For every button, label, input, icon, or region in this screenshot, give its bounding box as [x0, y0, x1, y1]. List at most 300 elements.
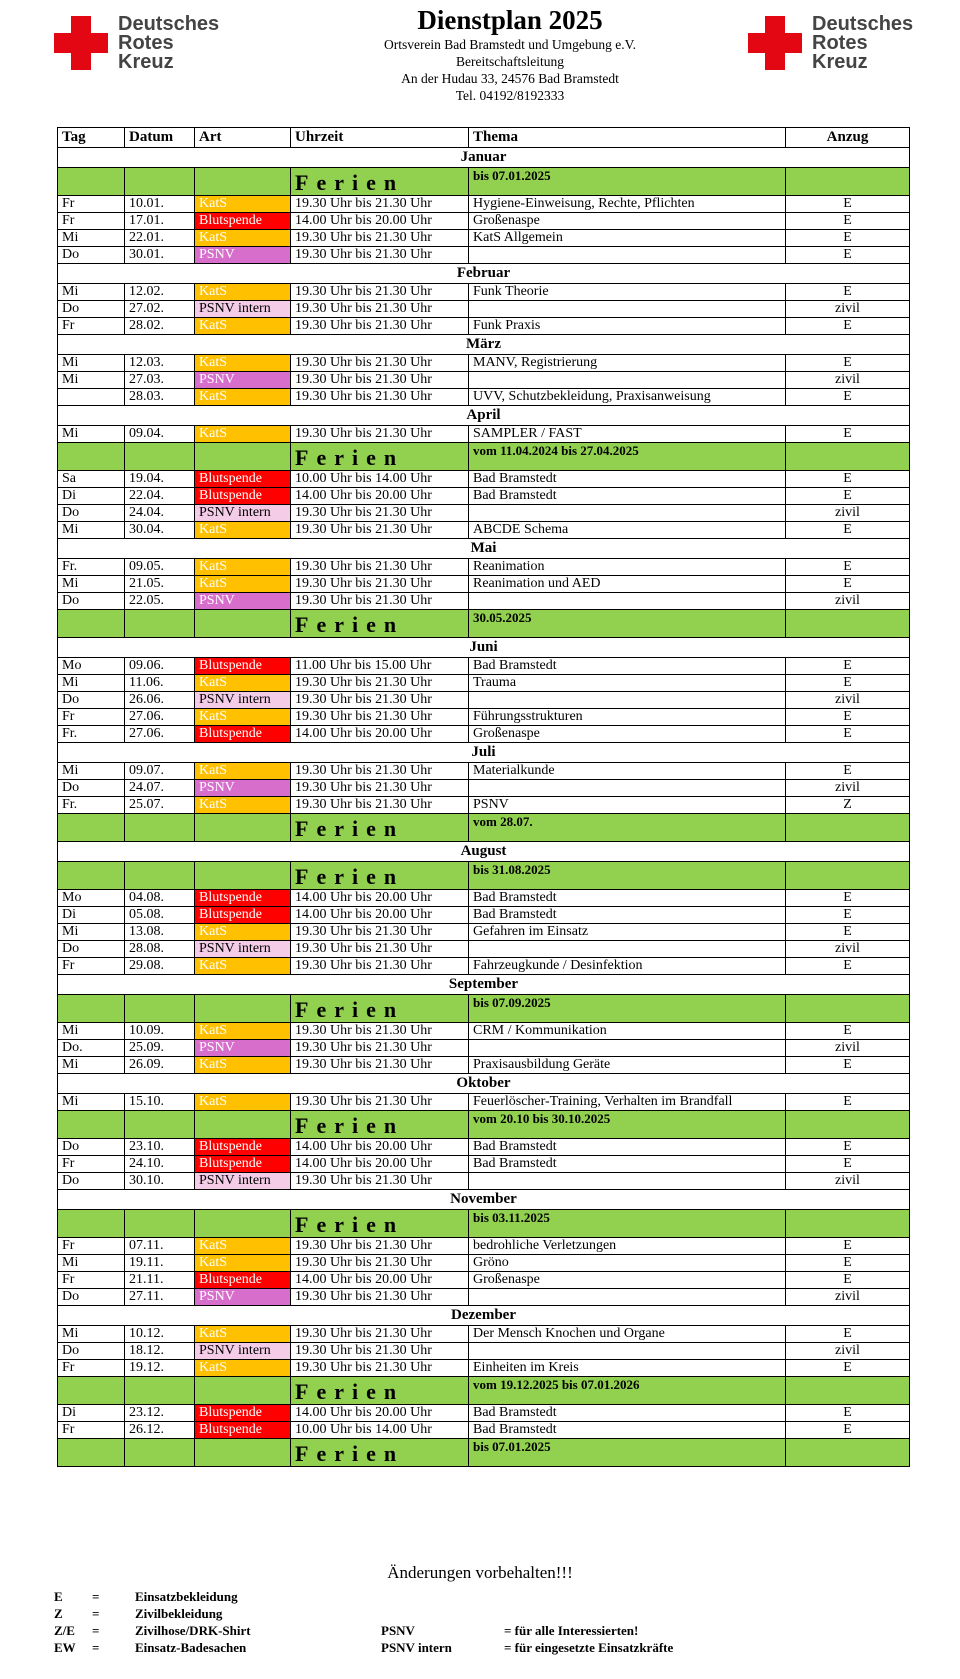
cell-art: KatS: [195, 924, 291, 941]
cell-datum: 10.12.: [125, 1326, 195, 1343]
cell-tag: Mi: [58, 576, 125, 593]
schedule-table: [57, 127, 910, 1467]
cell-art: KatS: [195, 1094, 291, 1111]
legend-row: [54, 1622, 834, 1639]
legend-code: EW: [54, 1640, 76, 1655]
cell-thema: Der Mensch Knochen und Organe: [469, 1326, 786, 1343]
table-row: [58, 284, 910, 301]
cell-tag: Mi: [58, 924, 125, 941]
cell-uhrzeit: 19.30 Uhr bis 21.30 Uhr: [291, 692, 469, 709]
cell-thema: Bad Bramstedt: [469, 488, 786, 505]
column-header-tag: Tag: [58, 128, 125, 148]
month-row: [58, 406, 910, 426]
cell-tag: Mi: [58, 230, 125, 247]
cell-art: Blutspende: [195, 890, 291, 907]
cell-art: Blutspende: [195, 1422, 291, 1439]
holiday-row: [58, 1439, 910, 1467]
cell-tag: Fr: [58, 1422, 125, 1439]
column-header-uhrzeit: Uhrzeit: [291, 128, 469, 148]
cell-thema: [469, 247, 786, 264]
red-cross-icon: [748, 16, 802, 70]
cell-uhrzeit: 19.30 Uhr bis 21.30 Uhr: [291, 372, 469, 389]
table-row: [58, 593, 910, 610]
holiday-row: [58, 1377, 910, 1405]
cell-uhrzeit: 19.30 Uhr bis 21.30 Uhr: [291, 1238, 469, 1255]
holiday-row: [58, 862, 910, 890]
cell-art: KatS: [195, 426, 291, 443]
cell-empty: [125, 443, 195, 471]
cell-empty: [195, 168, 291, 196]
month-row: [58, 842, 910, 862]
holiday-period: bis 07.09.2025: [469, 995, 786, 1023]
cell-tag: Do: [58, 941, 125, 958]
cell-thema: [469, 1173, 786, 1190]
month-row: [58, 743, 910, 763]
holiday-period: 30.05.2025: [469, 610, 786, 638]
month-row: [58, 1074, 910, 1094]
cell-art: Blutspende: [195, 726, 291, 743]
table-row: [58, 1272, 910, 1289]
cell-thema: [469, 1343, 786, 1360]
table-row: [58, 372, 910, 389]
cell-tag: Fr: [58, 1238, 125, 1255]
legend-row: [54, 1639, 834, 1656]
table-row: [58, 1094, 910, 1111]
cell-tag: Fr: [58, 1272, 125, 1289]
cell-datum: 09.06.: [125, 658, 195, 675]
cell-uhrzeit: 19.30 Uhr bis 21.30 Uhr: [291, 301, 469, 318]
cell-art: KatS: [195, 675, 291, 692]
holiday-row: [58, 1210, 910, 1238]
cell-tag: Di: [58, 907, 125, 924]
table-row: [58, 1326, 910, 1343]
cell-datum: 18.12.: [125, 1343, 195, 1360]
cell-tag: Fr: [58, 1156, 125, 1173]
cell-anzug: zivil: [786, 692, 910, 709]
cell-empty: [195, 1439, 291, 1467]
cell-empty: [58, 1111, 125, 1139]
cell-anzug: E: [786, 1156, 910, 1173]
table-row: [58, 1360, 910, 1377]
cell-datum: 27.06.: [125, 726, 195, 743]
cell-art: Blutspende: [195, 488, 291, 505]
cell-datum: 22.04.: [125, 488, 195, 505]
cell-art: PSNV: [195, 593, 291, 610]
cell-art: Blutspende: [195, 1272, 291, 1289]
cell-datum: 10.01.: [125, 196, 195, 213]
cell-tag: Mi: [58, 284, 125, 301]
cell-art: KatS: [195, 958, 291, 975]
cell-empty: [58, 1210, 125, 1238]
holiday-period: vom 19.12.2025 bis 07.01.2026: [469, 1377, 786, 1405]
cell-uhrzeit: 19.30 Uhr bis 21.30 Uhr: [291, 559, 469, 576]
holiday-period: vom 11.04.2024 bis 27.04.2025: [469, 443, 786, 471]
month-row: [58, 335, 910, 355]
logo-wordmark: Deutsches Rotes Kreuz: [812, 13, 914, 73]
table-row: [58, 230, 910, 247]
cell-anzug: E: [786, 576, 910, 593]
cell-anzug: zivil: [786, 780, 910, 797]
legend-code: E: [54, 1589, 63, 1604]
table-row: [58, 1173, 910, 1190]
cell-uhrzeit: 19.30 Uhr bis 21.30 Uhr: [291, 958, 469, 975]
cell-anzug: E: [786, 726, 910, 743]
holiday-period: vom 28.07.: [469, 814, 786, 842]
cell-thema: Einheiten im Kreis: [469, 1360, 786, 1377]
cell-uhrzeit: 14.00 Uhr bis 20.00 Uhr: [291, 1139, 469, 1156]
cell-empty: [195, 1111, 291, 1139]
cell-tag: Do: [58, 1173, 125, 1190]
table-row: [58, 1156, 910, 1173]
holiday-row: [58, 1111, 910, 1139]
cell-anzug: zivil: [786, 505, 910, 522]
cell-tag: Mi: [58, 355, 125, 372]
month-row: [58, 1306, 910, 1326]
cell-uhrzeit: 19.30 Uhr bis 21.30 Uhr: [291, 355, 469, 372]
cell-anzug: E: [786, 1023, 910, 1040]
cell-tag: Do: [58, 1139, 125, 1156]
cell-thema: UVV, Schutzbekleidung, Praxisanweisung: [469, 389, 786, 406]
cell-datum: 12.02.: [125, 284, 195, 301]
cell-tag: Mi: [58, 1094, 125, 1111]
cell-uhrzeit: 11.00 Uhr bis 15.00 Uhr: [291, 658, 469, 675]
cell-uhrzeit: 19.30 Uhr bis 21.30 Uhr: [291, 780, 469, 797]
table-row: [58, 488, 910, 505]
cell-tag: Fr: [58, 958, 125, 975]
holiday-row: [58, 995, 910, 1023]
table-row: [58, 709, 910, 726]
holiday-row: [58, 168, 910, 196]
cell-anzug: E: [786, 389, 910, 406]
cell-tag: Do: [58, 593, 125, 610]
cell-thema: Bad Bramstedt: [469, 907, 786, 924]
cell-art: KatS: [195, 1023, 291, 1040]
cell-art: KatS: [195, 1255, 291, 1272]
cell-uhrzeit: 19.30 Uhr bis 21.30 Uhr: [291, 1289, 469, 1306]
cell-anzug: zivil: [786, 372, 910, 389]
cell-thema: [469, 1289, 786, 1306]
cell-uhrzeit: 10.00 Uhr bis 14.00 Uhr: [291, 1422, 469, 1439]
cell-thema: Materialkunde: [469, 763, 786, 780]
table-row: [58, 924, 910, 941]
cell-uhrzeit: 19.30 Uhr bis 21.30 Uhr: [291, 1360, 469, 1377]
changes-reserved-note: Änderungen vorbehalten!!!: [387, 1563, 573, 1582]
cell-empty: [195, 1377, 291, 1405]
cell-art: PSNV intern: [195, 1173, 291, 1190]
table-row: [58, 780, 910, 797]
cell-thema: PSNV: [469, 797, 786, 814]
org-address: An der Hudau 33, 24576 Bad Bramstedt: [401, 71, 619, 86]
cell-datum: 04.08.: [125, 890, 195, 907]
cell-datum: 13.08.: [125, 924, 195, 941]
cell-datum: 11.06.: [125, 675, 195, 692]
cell-datum: 23.12.: [125, 1405, 195, 1422]
cell-empty: [125, 1111, 195, 1139]
cell-tag: Fr.: [58, 559, 125, 576]
org-name: Ortsverein Bad Bramstedt und Umgebung e.V.: [383, 37, 637, 52]
holiday-label: Ferien: [291, 1210, 469, 1238]
cell-empty: [786, 1111, 910, 1139]
drk-logo-right: [748, 13, 938, 86]
cell-datum: 24.07.: [125, 780, 195, 797]
cell-thema: Großenaspe: [469, 1272, 786, 1289]
cell-uhrzeit: 19.30 Uhr bis 21.30 Uhr: [291, 1343, 469, 1360]
cell-anzug: E: [786, 488, 910, 505]
cell-empty: [195, 443, 291, 471]
cell-uhrzeit: 14.00 Uhr bis 20.00 Uhr: [291, 488, 469, 505]
table-row: [58, 1023, 910, 1040]
cell-thema: [469, 301, 786, 318]
cell-tag: Mi: [58, 1057, 125, 1074]
cell-uhrzeit: 14.00 Uhr bis 20.00 Uhr: [291, 726, 469, 743]
cell-uhrzeit: 14.00 Uhr bis 20.00 Uhr: [291, 890, 469, 907]
table-row: [58, 355, 910, 372]
holiday-period: bis 03.11.2025: [469, 1210, 786, 1238]
cell-anzug: E: [786, 1139, 910, 1156]
holiday-row: [58, 610, 910, 638]
cell-anzug: E: [786, 1057, 910, 1074]
cell-uhrzeit: 19.30 Uhr bis 21.30 Uhr: [291, 522, 469, 539]
cell-anzug: E: [786, 1255, 910, 1272]
cell-datum: 26.12.: [125, 1422, 195, 1439]
cell-art: Blutspende: [195, 471, 291, 488]
cell-uhrzeit: 19.30 Uhr bis 21.30 Uhr: [291, 389, 469, 406]
cell-datum: 30.04.: [125, 522, 195, 539]
legend-equals: =: [92, 1589, 100, 1604]
cell-tag: Sa: [58, 471, 125, 488]
cell-thema: Bad Bramstedt: [469, 890, 786, 907]
cell-art: PSNV intern: [195, 505, 291, 522]
cell-art: Blutspende: [195, 658, 291, 675]
cell-anzug: E: [786, 522, 910, 539]
page-title: Dienstplan 2025: [417, 5, 603, 35]
legend-equals: =: [92, 1606, 100, 1621]
holiday-label: Ferien: [291, 443, 469, 471]
cell-art: Blutspende: [195, 907, 291, 924]
table-row: [58, 1255, 910, 1272]
cell-art: KatS: [195, 1326, 291, 1343]
cell-uhrzeit: 14.00 Uhr bis 20.00 Uhr: [291, 1156, 469, 1173]
cell-thema: [469, 780, 786, 797]
holiday-row: [58, 443, 910, 471]
cell-datum: 30.01.: [125, 247, 195, 264]
cell-anzug: E: [786, 1272, 910, 1289]
cell-thema: [469, 1040, 786, 1057]
table-row: [58, 471, 910, 488]
cell-datum: 10.09.: [125, 1023, 195, 1040]
cell-art: PSNV intern: [195, 941, 291, 958]
cell-art: PSNV intern: [195, 692, 291, 709]
table-row: [58, 675, 910, 692]
cell-thema: ABCDE Schema: [469, 522, 786, 539]
table-row: [58, 941, 910, 958]
cell-datum: 28.08.: [125, 941, 195, 958]
cell-art: Blutspende: [195, 213, 291, 230]
cell-anzug: E: [786, 426, 910, 443]
cell-uhrzeit: 19.30 Uhr bis 21.30 Uhr: [291, 675, 469, 692]
cell-anzug: zivil: [786, 1040, 910, 1057]
cell-uhrzeit: 19.30 Uhr bis 21.30 Uhr: [291, 593, 469, 610]
cell-uhrzeit: 19.30 Uhr bis 21.30 Uhr: [291, 924, 469, 941]
cell-datum: 19.11.: [125, 1255, 195, 1272]
cell-empty: [786, 443, 910, 471]
cell-datum: 21.05.: [125, 576, 195, 593]
cell-datum: 21.11.: [125, 1272, 195, 1289]
cell-thema: MANV, Registrierung: [469, 355, 786, 372]
cell-thema: Bad Bramstedt: [469, 1405, 786, 1422]
cell-tag: Do: [58, 692, 125, 709]
cell-uhrzeit: 19.30 Uhr bis 21.30 Uhr: [291, 763, 469, 780]
cell-empty: [125, 1439, 195, 1467]
cell-tag: Do: [58, 301, 125, 318]
cell-thema: Praxisausbildung Geräte: [469, 1057, 786, 1074]
cell-thema: Reanimation: [469, 559, 786, 576]
table-row: [58, 426, 910, 443]
cell-empty: [195, 862, 291, 890]
cell-art: PSNV: [195, 247, 291, 264]
month-heading: Oktober: [58, 1074, 910, 1094]
cell-uhrzeit: 19.30 Uhr bis 21.30 Uhr: [291, 1094, 469, 1111]
cell-anzug: E: [786, 213, 910, 230]
table-row: [58, 1422, 910, 1439]
cell-empty: [786, 1377, 910, 1405]
table-row: [58, 505, 910, 522]
cell-thema: Funk Praxis: [469, 318, 786, 335]
month-heading: Januar: [58, 148, 910, 168]
cell-thema: CRM / Kommunikation: [469, 1023, 786, 1040]
cell-empty: [786, 862, 910, 890]
cell-anzug: E: [786, 318, 910, 335]
cell-uhrzeit: 14.00 Uhr bis 20.00 Uhr: [291, 907, 469, 924]
cell-uhrzeit: 19.30 Uhr bis 21.30 Uhr: [291, 941, 469, 958]
cell-anzug: E: [786, 709, 910, 726]
cell-anzug: E: [786, 958, 910, 975]
cell-uhrzeit: 19.30 Uhr bis 21.30 Uhr: [291, 797, 469, 814]
cell-thema: Bad Bramstedt: [469, 471, 786, 488]
cell-uhrzeit: 19.30 Uhr bis 21.30 Uhr: [291, 230, 469, 247]
cell-thema: KatS Allgemein: [469, 230, 786, 247]
table-row: [58, 389, 910, 406]
cell-thema: Bad Bramstedt: [469, 1422, 786, 1439]
legend-desc: Zivilbekleidung: [135, 1606, 223, 1621]
cell-art: KatS: [195, 196, 291, 213]
cell-thema: Gefahren im Einsatz: [469, 924, 786, 941]
cell-art: PSNV intern: [195, 1343, 291, 1360]
table-row: [58, 559, 910, 576]
cell-anzug: zivil: [786, 301, 910, 318]
month-row: [58, 539, 910, 559]
cell-empty: [125, 1210, 195, 1238]
table-row: [58, 213, 910, 230]
cell-datum: 27.11.: [125, 1289, 195, 1306]
cell-datum: 27.03.: [125, 372, 195, 389]
month-heading: November: [58, 1190, 910, 1210]
cell-empty: [786, 168, 910, 196]
cell-thema: Bad Bramstedt: [469, 1139, 786, 1156]
cell-thema: Fahrzeugkunde / Desinfektion: [469, 958, 786, 975]
cell-art: PSNV: [195, 1040, 291, 1057]
cell-tag: Fr: [58, 318, 125, 335]
holiday-period: vom 20.10 bis 30.10.2025: [469, 1111, 786, 1139]
table-row: [58, 1343, 910, 1360]
cell-tag: Fr.: [58, 797, 125, 814]
cell-thema: [469, 941, 786, 958]
cell-datum: 24.10.: [125, 1156, 195, 1173]
table-row: [58, 958, 910, 975]
column-header-datum: Datum: [125, 128, 195, 148]
cell-tag: Mi: [58, 763, 125, 780]
cell-empty: [786, 814, 910, 842]
cell-thema: SAMPLER / FAST: [469, 426, 786, 443]
cell-tag: Fr: [58, 709, 125, 726]
cell-tag: Do: [58, 780, 125, 797]
month-row: [58, 148, 910, 168]
cell-datum: 09.04.: [125, 426, 195, 443]
cell-datum: 26.09.: [125, 1057, 195, 1074]
month-heading: Februar: [58, 264, 910, 284]
cell-uhrzeit: 14.00 Uhr bis 20.00 Uhr: [291, 1272, 469, 1289]
legend-desc: Zivilhose/DRK-Shirt: [135, 1623, 251, 1638]
legend-equals: =: [92, 1640, 100, 1655]
cell-anzug: zivil: [786, 1343, 910, 1360]
cell-uhrzeit: 19.30 Uhr bis 21.30 Uhr: [291, 1023, 469, 1040]
cell-uhrzeit: 19.30 Uhr bis 21.30 Uhr: [291, 284, 469, 301]
cell-empty: [58, 443, 125, 471]
table-row: [58, 196, 910, 213]
cell-art: Blutspende: [195, 1139, 291, 1156]
cell-empty: [125, 1377, 195, 1405]
cell-datum: 19.12.: [125, 1360, 195, 1377]
cell-thema: [469, 692, 786, 709]
cell-uhrzeit: 19.30 Uhr bis 21.30 Uhr: [291, 426, 469, 443]
holiday-label: Ferien: [291, 995, 469, 1023]
cell-datum: 29.08.: [125, 958, 195, 975]
month-row: [58, 264, 910, 284]
cell-empty: [125, 168, 195, 196]
cell-datum: 15.10.: [125, 1094, 195, 1111]
holiday-period: bis 07.01.2025: [469, 1439, 786, 1467]
cell-datum: 19.04.: [125, 471, 195, 488]
cell-art: PSNV intern: [195, 301, 291, 318]
cell-tag: Mi: [58, 522, 125, 539]
cell-tag: Fr: [58, 213, 125, 230]
cell-empty: [195, 610, 291, 638]
table-header-row: [58, 128, 910, 148]
table-row: [58, 1238, 910, 1255]
cell-empty: [786, 1439, 910, 1467]
cell-empty: [195, 814, 291, 842]
cell-empty: [125, 995, 195, 1023]
cell-anzug: E: [786, 890, 910, 907]
cell-art: PSNV: [195, 1289, 291, 1306]
table-row: [58, 1289, 910, 1306]
cell-tag: Mo: [58, 658, 125, 675]
cell-empty: [195, 1210, 291, 1238]
cell-uhrzeit: 19.30 Uhr bis 21.30 Uhr: [291, 1326, 469, 1343]
cell-tag: Do: [58, 247, 125, 264]
table-row: [58, 658, 910, 675]
cell-datum: 09.07.: [125, 763, 195, 780]
cell-datum: 28.02.: [125, 318, 195, 335]
cell-anzug: E: [786, 230, 910, 247]
table-row: [58, 318, 910, 335]
table-row: [58, 692, 910, 709]
cell-anzug: E: [786, 247, 910, 264]
cell-art: KatS: [195, 284, 291, 301]
cell-tag: Fr: [58, 1360, 125, 1377]
holiday-label: Ferien: [291, 168, 469, 196]
cell-uhrzeit: 19.30 Uhr bis 21.30 Uhr: [291, 1057, 469, 1074]
